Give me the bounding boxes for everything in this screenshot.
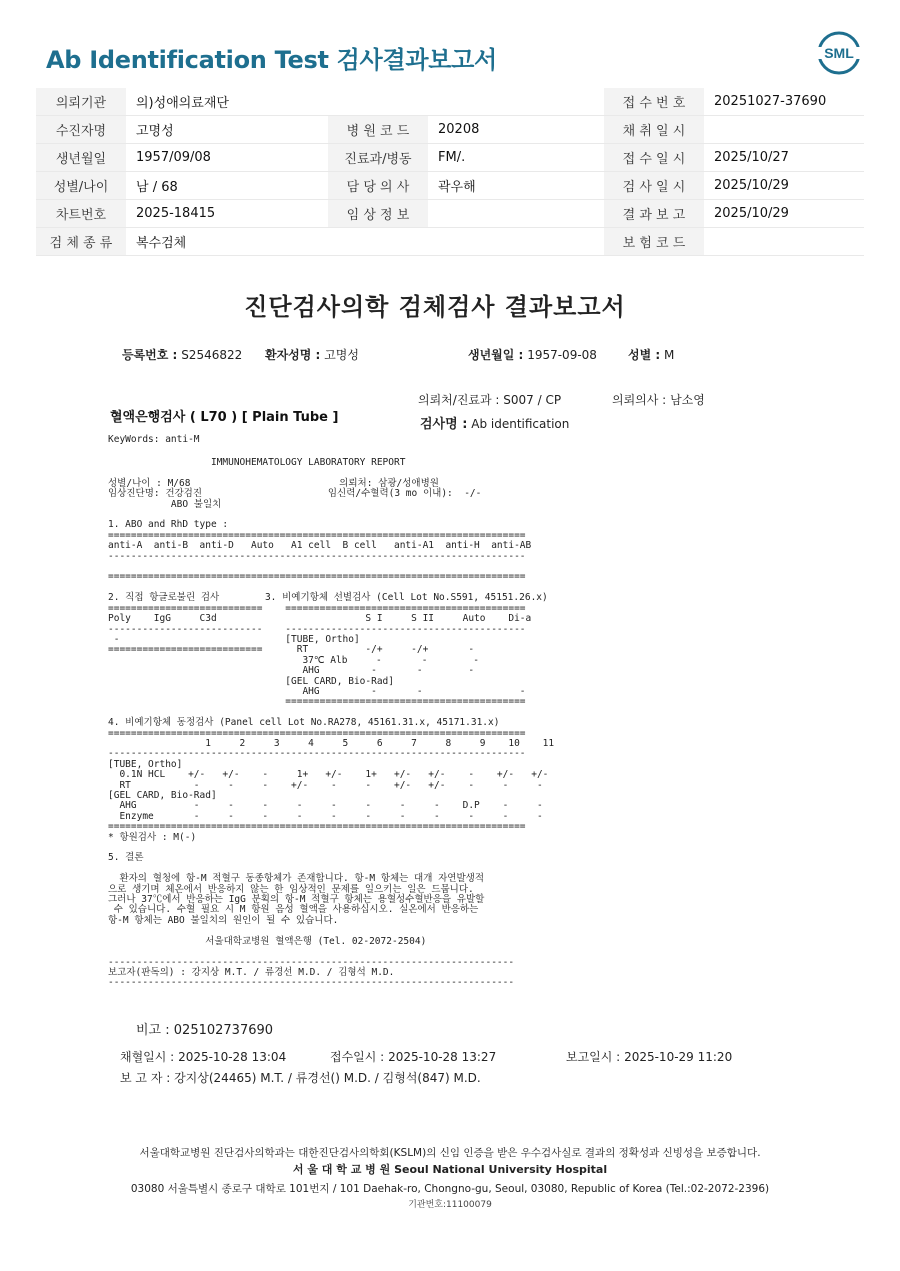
- table-row: [36, 88, 864, 116]
- reported-value: 2025-10-29 11:20: [624, 1050, 733, 1064]
- reg-no-value: S2546822: [181, 348, 243, 362]
- report-body-line: [108, 843, 554, 853]
- value-department: FM/.: [428, 144, 604, 172]
- label-department: 진료과/병동: [328, 144, 428, 172]
- value-receipt-date: 2025/10/27: [704, 144, 864, 172]
- collected-label: 채혈일시 :: [120, 1050, 175, 1064]
- report-body-line: 1. ABO and RhD type :: [108, 519, 229, 531]
- reporter-value: 강지상(24465) M.T. / 류경선() M.D. / 김형석(847) M.D.: [174, 1071, 481, 1085]
- reported-label: 보고일시 :: [566, 1050, 621, 1064]
- reporter-line: [120, 1069, 481, 1086]
- label-clinical-info: 임 상 정 보: [328, 200, 428, 228]
- label-patient: 수진자명: [36, 116, 126, 144]
- document-title: Ab Identification Test 검사결과보고서: [46, 46, 497, 74]
- report-body-line: 으로 생기며 체온에서 반응하지 않는 한 임상적인 문제를 일으키는 일은 드뭅니다.: [108, 883, 474, 895]
- report-body-line: ==========================================: [108, 696, 526, 708]
- label-receipt-no: 접 수 번 호: [604, 88, 704, 116]
- birth-label: 생년월일 :: [468, 348, 524, 362]
- report-body-line: - [TUBE, Ortho]: [108, 633, 360, 645]
- footer-certification: 서울대학교병원 진단검사의학과는 대한진단검사의학회(KSLM)의 신임 인증을 받은 우수검사실로 결과의 정확성과 신빙성을 보증합니다.: [139, 1147, 761, 1159]
- value-report-date: 2025/10/29: [704, 200, 864, 228]
- patient-label: 환자성명 :: [265, 348, 321, 362]
- remark-line: [136, 1019, 273, 1038]
- label-sex-age: 성별/나이: [36, 172, 126, 200]
- requesting-doctor-label: 의뢰의사 :: [612, 393, 667, 407]
- report-body-line: AHG - - -: [108, 685, 526, 697]
- label-birth: 생년월일: [36, 144, 126, 172]
- report-body-line: AHG - - - - - - - - D.P - -: [108, 800, 543, 812]
- report-body-line: 환자의 혈청에 항-M 적혈구 동종항체가 존재합니다. 항-M 항체는 대개 자연발생적: [108, 873, 484, 885]
- patient-value: 고명성: [324, 348, 359, 362]
- value-sex-age: 남 / 68: [126, 172, 328, 200]
- report-body: [108, 458, 554, 989]
- label-insurance-code: 보 험 코 드: [604, 228, 704, 256]
- report-body-line: * 항원검사 : M(-): [108, 831, 197, 843]
- report-body-line: ABO 불일치: [108, 498, 222, 510]
- value-hospital-code: 20208: [428, 116, 604, 144]
- report-body-line: 그러나 37℃에서 반응하는 IgG 분획의 항-M 적혈구 항체는 용혈성수혈반응을 유발할: [108, 894, 485, 906]
- report-body-line: --------------------------- ------------------------------------------: [108, 623, 526, 635]
- remark-value: 025102737690: [173, 1023, 274, 1038]
- dept-line: [418, 391, 561, 408]
- report-body-line: 성별/나이 : M/68 의뢰처: 삼광/성애병원: [108, 477, 439, 489]
- birth-value: 1957-09-08: [527, 348, 597, 362]
- value-birth: 1957/09/08: [126, 144, 328, 172]
- report-body-line: 1 2 3 4 5 6 7 8 9 10 11: [108, 737, 555, 749]
- value-chart-no: 2025-18415: [126, 200, 328, 228]
- report-body-line: 수 있습니다. 수혈 필요 시 M 항원 음성 혈액을 사용하십시오. 실온에서 반응하는: [108, 904, 479, 916]
- reg-no-label: 등록번호 :: [122, 348, 178, 362]
- test-name: 혈액은행검사 ( L70 ) [ Plain Tube ]: [110, 410, 339, 425]
- reporter-label: 보 고 자 :: [120, 1071, 171, 1085]
- value-patient: 고명성: [126, 116, 328, 144]
- patient-line: [265, 346, 359, 363]
- report-body-line: RT - - - +/- - - +/- +/- - - -: [108, 779, 543, 791]
- report-body-line: 4. 비예기항체 동정검사 (Panel cell Lot No.RA278, 45161.31.x, 45171.31.x): [108, 717, 500, 729]
- test-line: [420, 413, 569, 432]
- footer-hospital-name: 서 울 대 학 교 병 원 Seoul National University Hospital: [292, 1163, 608, 1176]
- value-doctor: 곽우해: [428, 172, 604, 200]
- requesting-doctor-line: [612, 391, 705, 408]
- report-body-line: [108, 947, 554, 957]
- birth-line: [468, 346, 597, 363]
- value-insurance-code: [704, 228, 864, 256]
- test-value: Ab identification: [471, 417, 570, 431]
- label-doctor: 담 당 의 사: [328, 172, 428, 200]
- report-body-line: 항-M 항체는 ABO 불일치의 원인이 될 수 있습니다.: [108, 914, 339, 926]
- label-test-date: 검 사 일 시: [604, 172, 704, 200]
- table-row: [36, 144, 864, 172]
- label-receipt-date: 접 수 일 시: [604, 144, 704, 172]
- label-hospital-code: 병 원 코 드: [328, 116, 428, 144]
- dept-value: S007 / CP: [503, 393, 562, 407]
- label-chart-no: 차트번호: [36, 200, 126, 228]
- value-specimen: 복수검체: [126, 228, 604, 256]
- sex-line: [628, 346, 674, 363]
- report-body-line: =========================================================================: [108, 571, 526, 583]
- remark-label: 비고 :: [136, 1023, 170, 1038]
- report-body-line: 5. 결론: [108, 852, 144, 864]
- report-body-line: [GEL CARD, Bio-Rad]: [108, 675, 394, 687]
- footer-address: 03080 서울특별시 종로구 대학로 101번지 / 101 Daehak-ro, Chongno-gu, Seoul, 03080, Republic of Korea (Tel.:02-2072-2396): [130, 1183, 770, 1195]
- reg-no-line: [122, 346, 242, 363]
- value-collect-date: [704, 116, 864, 144]
- report-body-line: Poly IgG C3d S I S II Auto Di-a: [108, 613, 532, 625]
- received-label: 접수일시 :: [330, 1050, 385, 1064]
- table-row: [36, 116, 864, 144]
- report-body-line: 37℃ Alb - - -: [108, 654, 479, 666]
- sml-logo: [816, 30, 862, 76]
- received-line: [330, 1048, 496, 1065]
- value-institution: 의)성애의료재단: [126, 88, 604, 116]
- keywords: KeyWords: anti-M: [108, 434, 200, 445]
- report-body-line: [GEL CARD, Bio-Rad]: [108, 790, 217, 801]
- report-body-line: 보고자(판독의) : 강지상 M.T. / 류경선 M.D. / 김형석 M.D.: [108, 966, 395, 978]
- report-body-line: 임상진단명: 건강검진 임신력/수혈력(3 mo 이내): -/-: [108, 488, 482, 500]
- patient-info-table: [36, 88, 864, 256]
- report-title: 진단검사의학 검체검사 결과보고서: [244, 293, 626, 321]
- report-body-line: -------------------------------------------------------------------------: [108, 748, 526, 760]
- report-body-line: -----------------------------------------------------------------------: [108, 956, 515, 968]
- report-body-line: IMMUNOHEMATOLOGY LABORATORY REPORT: [108, 457, 406, 468]
- table-row: [36, 172, 864, 200]
- reported-line: [566, 1048, 732, 1065]
- label-report-date: 결 과 보 고: [604, 200, 704, 228]
- report-body-line: =========================================================================: [108, 727, 526, 739]
- label-institution: 의뢰기관: [36, 88, 126, 116]
- test-label: 검사명 :: [420, 417, 468, 432]
- report-body-line: =========================== RT -/+ -/+ -: [108, 644, 475, 656]
- table-row: [36, 200, 864, 228]
- report-body-line: -------------------------------------------------------------------------: [108, 550, 526, 562]
- label-specimen: 검 체 종 류: [36, 228, 126, 256]
- report-body-line: =========================================================================: [108, 529, 526, 541]
- report-body-line: 2. 직접 항글로불린 검사 3. 비예기항체 선별검사 (Cell Lot No.S591, 45151.26.x): [108, 592, 548, 604]
- sex-value: M: [664, 348, 675, 362]
- value-clinical-info: [428, 200, 604, 228]
- footer-institution-no: 기관번호:11100079: [408, 1200, 492, 1210]
- label-collect-date: 채 취 일 시: [604, 116, 704, 144]
- table-row: [36, 228, 864, 256]
- report-body-line: =========================== ==========================================: [108, 602, 526, 614]
- collected-line: [120, 1048, 286, 1065]
- sex-label: 성별 :: [628, 348, 661, 362]
- dept-label: 의뢰처/진료과 :: [418, 393, 500, 407]
- value-receipt-no: 20251027-37690: [704, 88, 864, 116]
- requesting-doctor-value: 남소영: [670, 393, 705, 407]
- report-body-line: anti-A anti-B anti-D Auto A1 cell B cell anti-A1 anti-H anti-AB: [108, 540, 532, 552]
- report-body-line: =========================================================================: [108, 821, 526, 833]
- report-body-line: 서울대학교병원 혈액은행 (Tel. 02-2072-2504): [108, 935, 427, 947]
- report-body-line: AHG - - -: [108, 665, 475, 677]
- report-body-line: Enzyme - - - - - - - - - - -: [108, 810, 543, 822]
- collected-value: 2025-10-28 13:04: [178, 1050, 287, 1064]
- value-test-date: 2025/10/29: [704, 172, 864, 200]
- report-body-line: [TUBE, Ortho]: [108, 758, 183, 770]
- report-body-line: 0.1N HCL +/- +/- - 1+ +/- 1+ +/- +/- - +/- +/-: [108, 769, 549, 781]
- report-body-line: -----------------------------------------------------------------------: [108, 977, 515, 989]
- received-value: 2025-10-28 13:27: [388, 1050, 497, 1064]
- logo-text: SML: [824, 45, 854, 61]
